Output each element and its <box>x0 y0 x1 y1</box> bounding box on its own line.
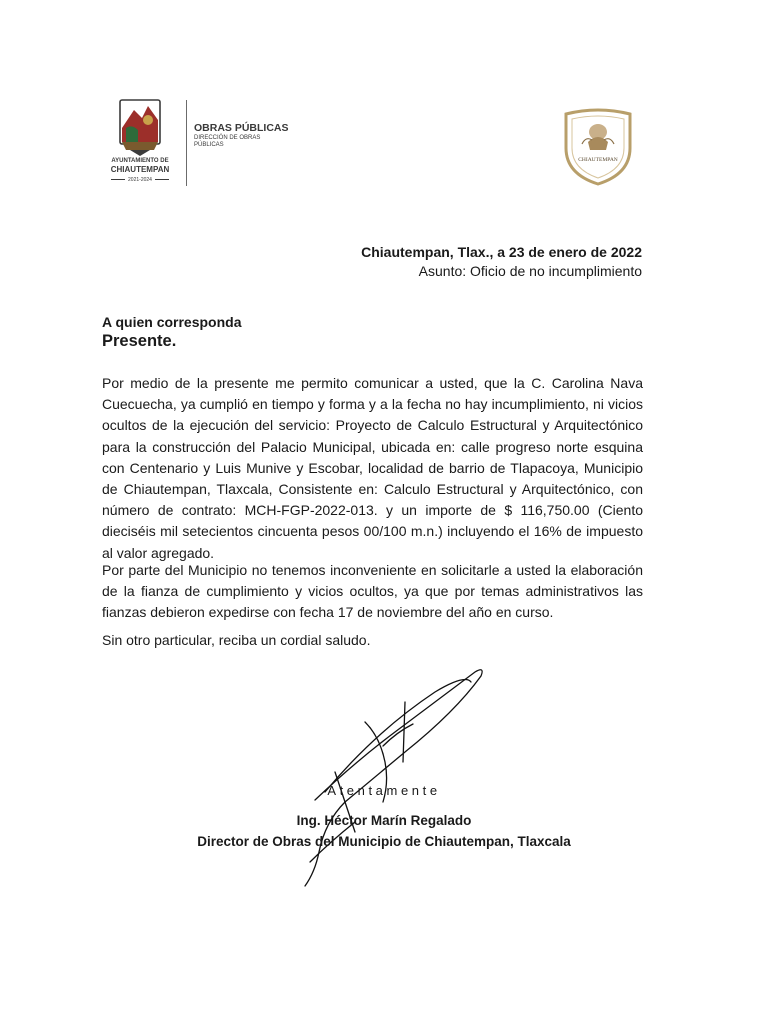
signer-name: Ing. Héctor Marín Regalado <box>296 813 472 828</box>
logo-divider <box>186 100 187 186</box>
body-paragraph: Sin otro particular, reciba un cordial saludo. <box>102 632 371 648</box>
handwritten-signature <box>285 662 495 894</box>
seal-label: CHIAUTEMPAN <box>578 157 618 163</box>
body-paragraph: Por medio de la presente me permito comunicar a usted, que la C. Carolina Nava Cuecuecha, ya cumplió en tiempo y forma y a la fecha no hay incumplimiento, ni vicios ocultos de la ejecución del servicio: Proyecto de Calculo Estructural y Arquitectónico para la construcción del Palacio Municipal, ubicada en: calle progreso norte esquina con Centenario y Luis Munive y Escobar, localidad de barrio de Tlapacoya, Municipio de Chiautempan, Tlaxcala, Consistente en: Calculo Estructural y Arquitectónico, con número de contrato: MCH-FGP-2022-013. y un importe de $ 116,750.00 (Ciento dieciséis mil setecientos cincuenta pesos 00/100 m.n.) incluyendo el 16% de impuesto al valor agregado. <box>102 375 643 561</box>
administration-period: 2021-2024 <box>104 177 176 183</box>
shield-seal-icon <box>562 108 634 186</box>
date-line: Chiautempan, Tlax., a 23 de enero de 2022 <box>361 244 642 260</box>
department-subtitle: DIRECCIÓN DE OBRAS PÚBLICAS <box>194 135 261 148</box>
ayuntamiento-name: CHIAUTEMPAN <box>110 165 170 174</box>
department-title: OBRAS PÚBLICAS <box>194 122 289 134</box>
signer-title: Director de Obras del Municipio de Chiautempan, Tlaxcala <box>197 834 571 849</box>
closing: Atentamente <box>327 783 441 798</box>
ayuntamiento-label: AYUNTAMIENTO DE <box>111 158 169 164</box>
greeting: Presente. <box>102 332 177 350</box>
recipient: A quien corresponda <box>102 314 242 330</box>
chiautempan-seal <box>562 108 634 186</box>
municipal-emblem-icon <box>118 98 162 158</box>
subject-line: Asunto: Oficio de no incumplimiento <box>418 263 642 279</box>
ayuntamiento-logo <box>104 98 294 190</box>
body-paragraph: Por parte del Municipio no tenemos inconveniente en solicitarle a usted la elaboración de la fianza de cumplimiento y vicios ocultos, ya que por temas administrativos las fianzas debieron expedirse con fecha 17 de noviembre del año en curso. <box>102 562 643 621</box>
